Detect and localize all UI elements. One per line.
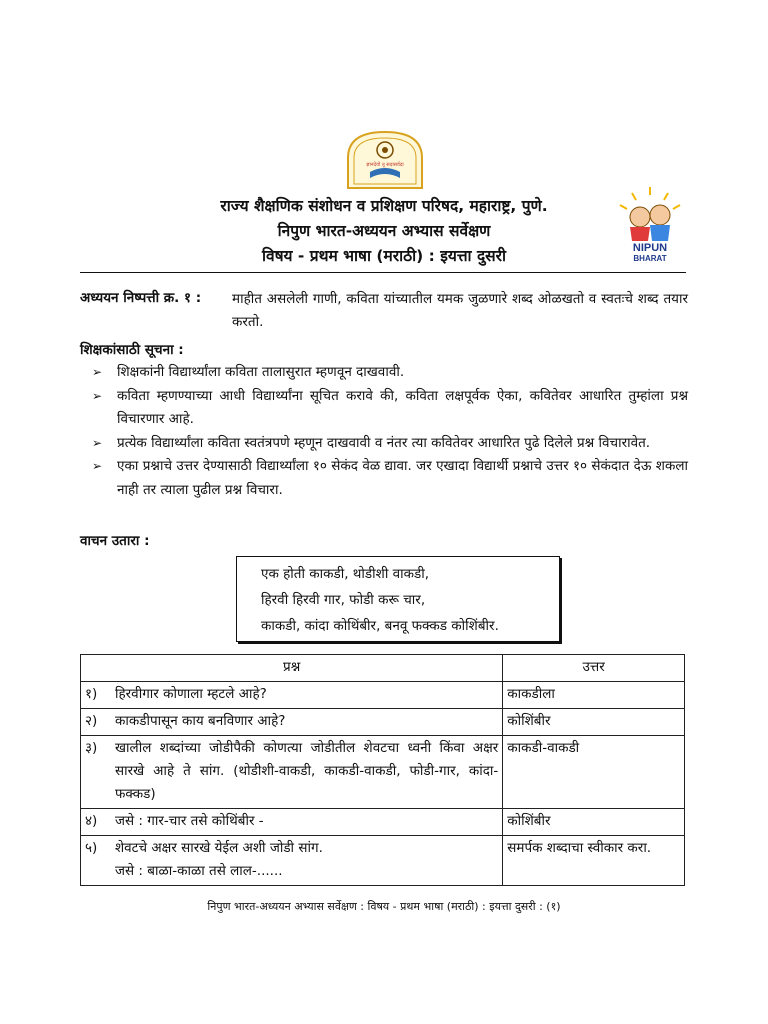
question-number: ४) bbox=[85, 813, 98, 829]
answer-column-header: उत्तर bbox=[503, 655, 685, 682]
arrow-bullet-icon: ➢ bbox=[92, 435, 103, 450]
table-row bbox=[81, 809, 685, 836]
question-number: २) bbox=[85, 713, 98, 729]
table-row bbox=[81, 736, 685, 809]
header-line-3: विषय - प्रथम भाषा (मराठी) : इयत्ता दुसरी bbox=[261, 247, 507, 265]
answer-text: समर्पक शब्दाचा स्वीकार करा. bbox=[503, 836, 685, 886]
instruction-text: एका प्रश्नाचे उत्तर देण्यासाठी विद्यार्थ्यांला १० सेकंद वेळ द्यावा. जर एखादा विद्यार्थी प्रश्नाचे उत्तर १० सेकंदात देऊ शकला नाही तर त्याला पुढील प्रश्न विचारा. bbox=[117, 458, 688, 498]
header-divider bbox=[80, 272, 686, 273]
scert-emblem-logo bbox=[340, 128, 430, 190]
question-example: जसे : बाळा-काळा तसे लाल-...... bbox=[115, 863, 283, 879]
instruction-text: प्रत्येक विद्यार्थ्यांला कविता स्वतंत्रपणे म्हणून दाखवावी व नंतर त्या कवितेवर आधारित पुढे दिलेले प्रश्न विचारावेत. bbox=[117, 434, 651, 451]
table-row bbox=[81, 682, 685, 709]
answer-text: काकडी-वाकडी bbox=[503, 736, 685, 809]
instruction-text: कविता म्हणण्याच्या आधी विद्यार्थ्यांना सूचित करावे की, कविता लक्षपूर्वक ऐका, कवितेवर आधारित तुम्हांला प्रश्न विचारणार आहे. bbox=[117, 387, 688, 427]
instruction-item bbox=[92, 432, 688, 456]
answer-text: काकडीला bbox=[503, 682, 685, 709]
instructions-list bbox=[92, 361, 688, 502]
question-number: १) bbox=[85, 686, 98, 702]
question-line: शेवटचे अक्षर सारखे येईल अशी जोडी सांग. bbox=[115, 840, 323, 856]
question-number: ३) bbox=[85, 740, 98, 756]
bharat-text: BHARAT bbox=[633, 254, 667, 263]
outcome-label: अध्ययन निष्पत्ती क्र. १ : bbox=[80, 290, 202, 306]
arrow-bullet-icon: ➢ bbox=[92, 388, 103, 403]
emblem-motto: ज्ञानदेवो तू सदासर्वदा bbox=[366, 162, 404, 168]
poem-line: काकडी, कांदा कोथिंबीर, बनवू फक्कड कोशिंबीर. bbox=[261, 618, 499, 634]
instructions-title: शिक्षकांसाठी सूचना : bbox=[80, 342, 184, 358]
arrow-bullet-icon: ➢ bbox=[92, 365, 103, 379]
instruction-item bbox=[92, 385, 688, 432]
poem-line: एक होती काकडी, थोडीशी वाकडी, bbox=[261, 566, 429, 582]
header-line-2: निपुण भारत-अध्ययन अभ्यास सर्वेक्षण bbox=[277, 222, 491, 240]
poem-box bbox=[236, 556, 560, 642]
question-answer-table bbox=[80, 654, 685, 886]
instruction-item bbox=[92, 361, 688, 385]
poem-line: हिरवी हिरवी गार, फोडी करू चार, bbox=[261, 592, 426, 608]
question-text: जसे : गार-चार तसे कोथिंबीर - bbox=[115, 813, 264, 829]
instruction-item bbox=[92, 455, 688, 502]
table-row bbox=[81, 836, 685, 886]
reading-title: वाचन उतारा : bbox=[80, 533, 150, 549]
page-footer: निपुण भारत-अध्ययन अभ्यास सर्वेक्षण : विषय - प्रथम भाषा (मराठी) : इयत्ता दुसरी : (१) bbox=[207, 900, 561, 913]
answer-text: कोशिंबीर bbox=[503, 809, 685, 836]
question-number: ५) bbox=[85, 840, 98, 856]
question-text: हिरवीगार कोणाला म्हटले आहे? bbox=[115, 686, 267, 702]
question-text: काकडीपासून काय बनविणार आहे? bbox=[115, 713, 286, 729]
answer-text: कोशिंबीर bbox=[503, 709, 685, 736]
question-text: खालील शब्दांच्या जोडीपैकी कोणत्या जोडीतील शेवटचा ध्वनी किंवा अक्षर सारखे आहे ते सांग. (थोडीशी-वाकडी, काकडी-वाकडी, फोडी-गार, कांदा-फक्कड) bbox=[115, 740, 499, 802]
nipun-text: NIPUN bbox=[632, 242, 668, 254]
arrow-bullet-icon: ➢ bbox=[92, 459, 103, 473]
table-row bbox=[81, 709, 685, 736]
question-text bbox=[115, 837, 498, 883]
header-line-1: राज्य शैक्षणिक संशोधन व प्रशिक्षण परिषद, महाराष्ट्र, पुणे. bbox=[220, 197, 548, 215]
instruction-text: शिक्षकांनी विद्यार्थ्यांला कविता तालासुरात म्हणवून दाखवावी. bbox=[117, 364, 405, 380]
table-header-row bbox=[81, 655, 685, 682]
question-column-header: प्रश्न bbox=[81, 655, 503, 682]
outcome-text: माहीत असलेली गाणी, कविता यांच्यातील यमक जुळणारे शब्द ओळखतो व स्वतःचे शब्द तयार करतो. bbox=[232, 291, 688, 330]
